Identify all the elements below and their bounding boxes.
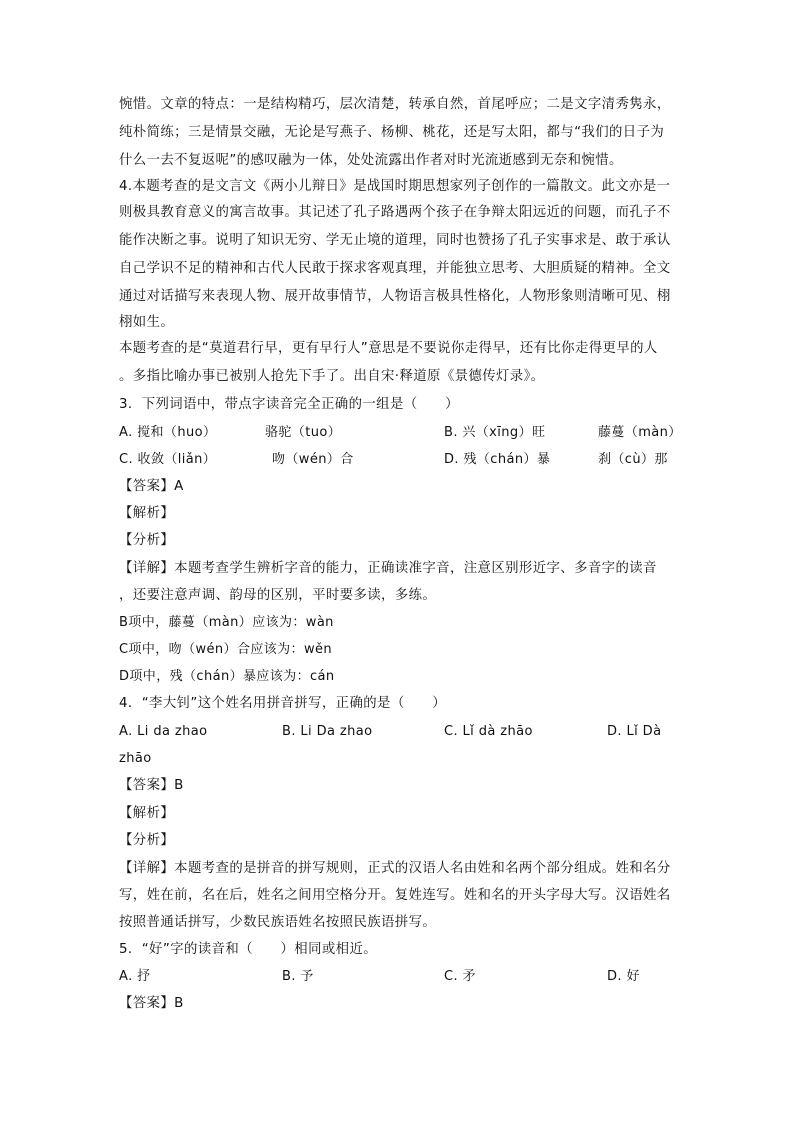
q4-jiexi-label: 【解析】 bbox=[119, 806, 175, 821]
question-4-stem: 4．“李大钊”这个姓名用拼音拼写，正确的是（ ） bbox=[119, 696, 446, 711]
paragraph-line: 纯朴简练；三是情景交融，无论是写燕子、杨柳、桃花，还是写太阳，都与“我们的日子为 bbox=[119, 125, 665, 140]
paragraph-line: 本题考查的是“莫道君行早，更有早行人”意思是不要说你走得早，还有比你走得更早的人 bbox=[119, 341, 658, 356]
paragraph-line: 4.本题考查的是文言文《两小儿辩日》是战国时期思想家列子创作的一篇散文。此文亦是一 bbox=[119, 179, 671, 194]
q3-answer: 【答案】A bbox=[119, 479, 184, 494]
q5-option-d: D. 好 bbox=[607, 969, 640, 984]
q5-answer: 【答案】B bbox=[119, 996, 184, 1011]
q3-option-d-word2: 刹（cù）那 bbox=[598, 452, 668, 467]
q5-option-c: C. 矛 bbox=[444, 969, 476, 984]
q3-note-d: D项中，残（chán）暴应该为：cán bbox=[119, 669, 335, 684]
q3-fenxi-label: 【分析】 bbox=[119, 533, 175, 548]
q4-option-d-continued: zhāo bbox=[119, 751, 152, 766]
q3-option-a-word2: 骆驼（tuo） bbox=[265, 425, 342, 440]
q4-option-d: D. Lǐ Dà bbox=[607, 724, 662, 739]
paragraph-line: 。多指比喻办事已被别人抢先下手了。出自宋·释道原《景德传灯录》。 bbox=[119, 369, 545, 384]
paragraph-line: 能作决断之事。说明了知识无穷、学无止境的道理，同时也赞扬了孔子实事求是、敢于承认 bbox=[119, 233, 671, 248]
q4-option-b: B. Li Da zhao bbox=[282, 724, 373, 739]
q3-option-b-word2: 藤蔓（màn） bbox=[598, 425, 682, 440]
q4-answer: 【答案】B bbox=[119, 778, 184, 793]
q3-detail-line: ，还要注意声调、韵母的区别，平时要多读，多练。 bbox=[119, 588, 437, 603]
paragraph-line: 则极具教育意义的寓言故事。其记述了孔子路遇两个孩子在争辩太阳远近的问题，而孔子不 bbox=[119, 205, 671, 220]
paragraph-line: 栩如生。 bbox=[119, 315, 175, 330]
q4-fenxi-label: 【分析】 bbox=[119, 833, 175, 848]
q4-option-c: C. Lǐ dà zhāo bbox=[444, 724, 533, 739]
q3-note-c: C项中，吻（wén）合应该为：wěn bbox=[119, 642, 333, 657]
q3-note-b: B项中，藤蔓（màn）应该为：wàn bbox=[119, 615, 334, 630]
q4-detail-line: 写，姓在前，名在后，姓名之间用空格分开。复姓连写。姓和名的开头字母大写。汉语姓名 bbox=[119, 888, 671, 903]
q4-detail-line: 按照普通话拼写，少数民族语姓名按照民族语拼写。 bbox=[119, 915, 437, 930]
paragraph-line: 什么一去不复返呢”的感叹融为一体，处处流露出作者对时光流逝感到无奈和惋惜。 bbox=[119, 153, 623, 168]
q3-option-a-word1: A. 搅和（huo） bbox=[119, 425, 217, 440]
q3-option-b-word1: B. 兴（xīng）旺 bbox=[444, 425, 546, 440]
q3-option-c-word2: 吻（wén）合 bbox=[272, 452, 354, 467]
q4-option-a: A. Li da zhao bbox=[119, 724, 208, 739]
q4-detail-line: 【详解】本题考查的是拼音的拼写规则，正式的汉语人名由姓和名两个部分组成。姓和名分 bbox=[119, 861, 671, 876]
q3-detail-line: 【详解】本题考查学生辨析字音的能力，正确读准字音，注意区别形近字、多音字的读音 bbox=[119, 561, 657, 576]
question-5-stem: 5．“好”字的读音和（ ）相同或相近。 bbox=[119, 942, 378, 957]
q3-option-c-word1: C. 收敛（liǎn） bbox=[119, 452, 217, 467]
q3-jiexi-label: 【解析】 bbox=[119, 506, 175, 521]
q3-option-d-word1: D. 残（chán）暴 bbox=[444, 452, 551, 467]
paragraph-line: 惋惜。文章的特点：一是结构精巧，层次清楚，转承自然，首尾呼应；二是文字清秀隽永， bbox=[119, 97, 671, 112]
q5-option-b: B. 予 bbox=[282, 969, 314, 984]
q5-option-a: A. 抒 bbox=[119, 969, 151, 984]
question-3-stem: 3．下列词语中，带点字读音完全正确的一组是（ ） bbox=[119, 397, 459, 412]
paragraph-line: 通过对话描写来表现人物、展开故事情节，人物语言极具性格化，人物形象则清晰可见、栩 bbox=[119, 289, 671, 304]
paragraph-line: 自己学识不足的精神和古代人民敢于探求客观真理，并能独立思考、大胆质疑的精神。全文 bbox=[119, 261, 671, 276]
